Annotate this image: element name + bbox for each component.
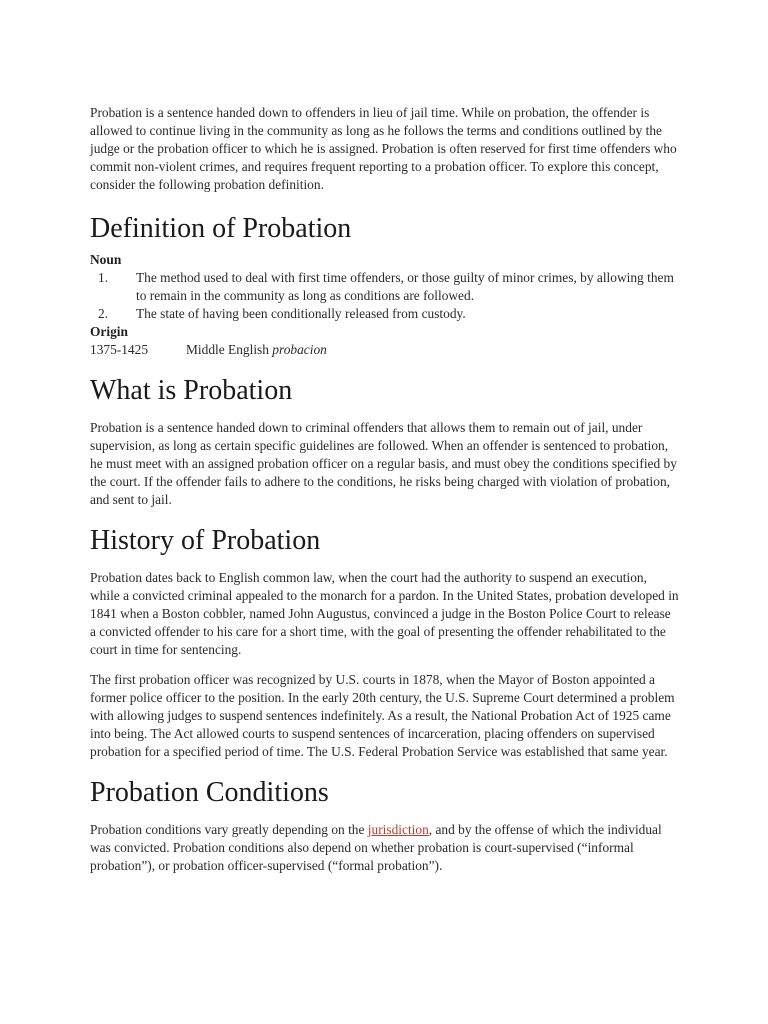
heading-definition: Definition of Probation (90, 213, 352, 244)
conditions-text-start: Probation conditions vary greatly depending on the (90, 822, 368, 837)
origin-text: Middle English (186, 342, 273, 357)
origin-word: probacion (272, 342, 327, 357)
definition-item (98, 305, 680, 323)
origin-row (90, 341, 680, 359)
origin-label: Origin (90, 324, 128, 339)
intro-paragraph: Probation is a sentence handed down to offenders in lieu of jail time. While on probation, the offender is allowed to continue living in the community as long as he follows the terms and conditions outlined by the judge or the probation officer to which he is assigned. Probation is often reserved for first time offenders who commit non-violent crimes, and requires frequent reporting to a probation officer. To explore this concept, consider the following probation definition. (90, 105, 677, 192)
conditions-text-end: , and by the offense of which the individual was convicted. Probation conditions also depend on whether probation is court-supervised (“informal probation”), or probation officer-supervised (“formal probation”). (90, 822, 662, 873)
history-paragraph-2: The first probation officer was recognized by U.S. courts in 1878, when the Mayor of Boston appointed a former police officer to the position. In the early 20th century, the U.S. Supreme Court determined a problem with allowing judges to suspend sentences indefinitely. As a result, the National Probation Act of 1925 came into being. The Act allowed courts to suspend sentences of incarceration, placing offenders on supervised probation for a specified period of time. The U.S. Federal Probation Service was established that same year. (90, 672, 675, 759)
what-paragraph: Probation is a sentence handed down to criminal offenders that allows them to remain out of jail, under supervision, as long as certain specific guidelines are followed. When an offender is sentenced to probation, he must meet with an assigned probation officer on a regular basis, and must obey the conditions specified by the court. If the offender fails to adhere to the conditions, he risks being charged with violation of probation, and sent to jail. (90, 420, 677, 507)
heading-history: History of Probation (90, 525, 321, 556)
jurisdiction-link[interactable]: jurisdiction (367, 822, 429, 837)
origin-years: 1375-1425 (90, 342, 149, 357)
definition-number: 1. (98, 270, 109, 285)
definition-item (98, 269, 680, 305)
definition-text: The method used to deal with first time offenders, or those guilty of minor crimes, by allowing them to remain in the community as long as conditions are followed. (136, 270, 674, 303)
conditions-paragraph (90, 821, 680, 875)
definition-text: The state of having been conditionally released from custody. (136, 306, 466, 321)
definition-list (90, 269, 680, 323)
heading-what-is: What is Probation (90, 375, 293, 406)
document-content (90, 104, 680, 875)
history-paragraph-1: Probation dates back to English common law, when the court had the authority to suspend an execution, while a convicted criminal appealed to the monarch for a pardon. In the United States, probation developed in 1841 when a Boston cobbler, named John Augustus, convinced a judge in the Boston Police Court to release a convicted offender to his care for a short time, with the goal of presenting the offender rehabilitated to the court in time for sentencing. (90, 570, 679, 657)
heading-conditions: Probation Conditions (90, 777, 329, 808)
part-of-speech-label: Noun (90, 252, 122, 267)
definition-number: 2. (98, 306, 109, 321)
